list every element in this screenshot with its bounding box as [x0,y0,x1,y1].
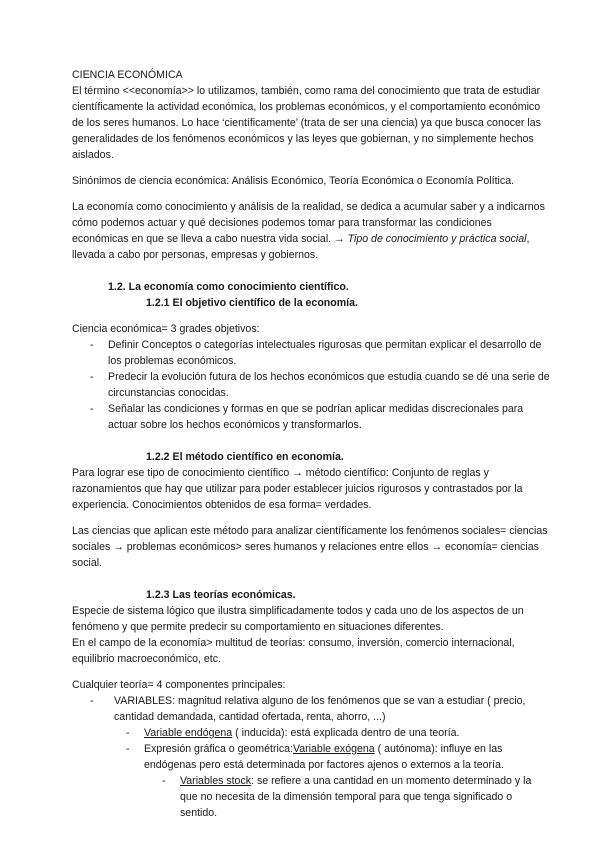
stock-text: : se refiere a una cantidad en un momento determinado y la que no necesita de la dimensión temporal para que tenga significado o sentido. [180,775,532,819]
economy-paragraph-tail: , llevada a cabo por personas, empresas y gobiernos. [72,233,530,261]
heading-1-2-1: 1.2.1 El objetivo científico de la economía. [146,297,358,309]
economy-paragraph-text: La economía como conocimiento y análisis de la realidad, se dedica a acumular saber y a indicarnos cómo podemos actuar y qué decisiones podemos tomar para transformar las condiciones económicas en que se lleva a cabo nuestra vida social. → [72,201,545,245]
objectives-list [72,337,550,433]
document-title: CIENCIA ECONÓMICA [72,69,183,81]
method-paragraph: Para lograr ese tipo de conocimiento científico → método científico: Conjunto de reglas y razonamientos que hay que utilizar para poder establecer juicios rigurosos y contrastados por la experiencia. Conocimientos obtenidos de esa forma= verdades. [72,467,523,511]
intro-paragraph: El término <<economía>> lo utilizamos, también, como rama del conocimiento que trata de estudiar científicamente la actividad económica, los problemas económicos, y el comportamiento económico de los seres humanos. Lo hace ‘científicamente’ (trata de ser una ciencia) ya que busca conocer las generalidades de los fenómenos económicos y las leyes que gobiernan, y no simplemente hechos aislados. [72,85,541,161]
list-item-variables [72,693,550,725]
components-list [72,693,550,725]
list-item-exogena [72,741,550,773]
endogena-text: ( inducida): está explicada dentro de una teoría. [232,727,460,739]
heading-1-2: 1.2. La economía como conocimiento científico. [108,281,349,293]
stock-label: Variables stock [180,775,252,787]
list-item-endogena [72,725,550,741]
economy-paragraph [72,199,550,263]
exogena-prefix: Expresión gráfica o geométrica: [144,743,293,755]
endogena-label: Variable endógena [144,727,233,739]
components-intro: Cualquier teoría= 4 componentes principales: [72,679,286,691]
list-item: - Definir Conceptos o categorías intelectuales rigurosas que permitan explicar el desarrollo de los problemas económicos. [72,337,550,369]
list-item: - Predecir la evolución futura de los hechos económicos que estudia cuando se dé una serie de circunstancias conocidas. [72,369,550,401]
list-item: - Señalar las condiciones y formas en que se podrían aplicar medidas discrecionales para actuar sobre los hechos económicos y transformarlos. [72,401,550,433]
social-sciences-paragraph: Las ciencias que aplican este método para analizar científicamente los fenómenos sociales= ciencias sociales → problemas económicos> seres humanos y relaciones entre ellos → economía= ciencias social. [72,525,548,569]
theories-paragraph-1: Especie de sistema lógico que ilustra simplificadamente todos y cada uno de los aspectos de un fenómeno y que permite predecir su comportamiento en situaciones diferentes. [72,605,524,633]
heading-1-2-2: 1.2.2 El método científico en economía. [146,451,344,463]
economy-paragraph-italic: Tipo de conocimiento y práctica social [347,233,527,245]
objectives-intro: Ciencia económica= 3 grades objetivos: [72,323,260,335]
exogena-label: Variable exógena [292,743,375,755]
heading-1-2-3: 1.2.3 Las teorías económicas. [146,589,296,601]
variables-sublist [72,725,550,773]
synonyms-paragraph: Sinónimos de ciencia económica: Análisis Económico, Teoría Económica o Economía Política. [72,175,515,187]
variables-text: magnitud relativa alguno de los fenómenos que se van a estudiar ( precio, cantidad demandada, cantidad ofertada, renta, ahorro, ...) [114,695,526,723]
variables-label: VARIABLES: [114,695,176,707]
exogena-text: ( autónoma): influye en las endógenas pero está determinada por factores ajenos o externos a la teoría. [144,743,504,771]
theories-paragraph-2: En el campo de la economía> multitud de teorías: consumo, inversión, comercio internacional, equilibrio macroeconómico, etc. [72,637,515,665]
exogena-sublist [72,773,550,821]
list-item-stock [72,773,550,821]
